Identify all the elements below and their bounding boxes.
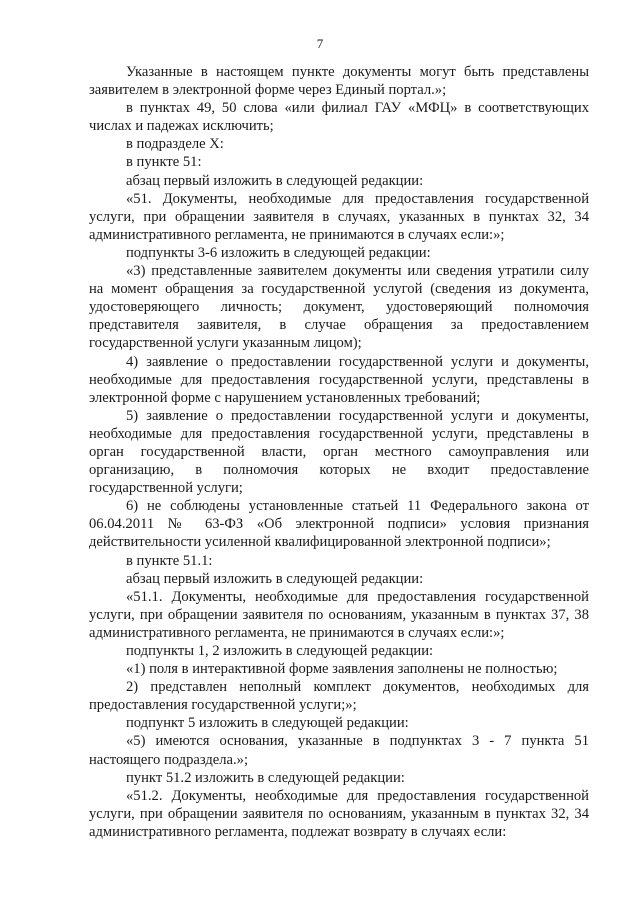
page-number: 7 — [316, 36, 324, 51]
paragraph: в пунктах 49, 50 слова «или филиал ГАУ «МФЦ» в соответствующих числах и падежах исключить; — [89, 100, 589, 135]
paragraph: 5) заявление о предоставлении государственной услуги и документы, необходимые для предоставления государственной услуги, представлены в орган государственной власти, орган местного самоуправления или организацию, в полномочия которых не входит предоставление государственной услуги; — [89, 407, 589, 497]
paragraph: Указанные в настоящем пункте документы могут быть представлены заявителем в электронной форме через Единый портал.»; — [89, 64, 589, 99]
paragraph: в пункте 51.1: — [126, 552, 213, 569]
paragraph: подпункт 5 изложить в следующей редакции: — [126, 715, 409, 732]
paragraph: абзац первый изложить в следующей редакции: — [126, 172, 424, 189]
paragraph: подпункты 1, 2 изложить в следующей редакции: — [126, 643, 434, 659]
document-body — [89, 63, 589, 841]
paragraph: пункт 51.2 изложить в следующей редакции: — [126, 769, 405, 786]
paragraph: «51.2. Документы, необходимые для предоставления государственной услуги, при обращении заявителя по основаниям, указанным в пунктах 32, 34 административного регламента, подлежат возврату в случаях если: — [89, 787, 589, 840]
paragraph: «1) поля в интерактивной форме заявления заполнены не полностью; — [126, 661, 558, 678]
paragraph: «5) имеются основания, указанные в подпунктах 3 - 7 пункта 51 настоящего подраздела.»; — [89, 733, 589, 768]
paragraph: «51.1. Документы, необходимые для предоставления государственной услуги, при обращении заявителя по основаниям, указанным в пунктах 37, 38 административного регламента, не принимаются в случаях если:»; — [89, 588, 589, 641]
paragraph: абзац первый изложить в следующей редакции: — [126, 570, 424, 587]
paragraph: 4) заявление о предоставлении государственной услуги и документы, необходимые для предоставления государственной услуги, представлены в электронной форме с нарушением установленных требований; — [89, 353, 589, 406]
paragraph: «3) представленные заявителем документы или сведения утратили силу на момент обращения за государственной услугой (сведения из документа, удостоверяющего личность; документ, удостоверяющий полномочия представителя заявителя, в случае обращения за предоставлением государственной услуги указанным лицом); — [89, 263, 589, 352]
paragraph: 2) представлен неполный комплект документов, необходимых для предоставления государственной услуги;»; — [89, 679, 589, 714]
paragraph: «51. Документы, необходимые для предоставления государственной услуги, при обращении заявителя в случаях, указанных в пунктах 32, 34 административного регламента, не принимаются в случаях если:»; — [89, 190, 589, 243]
paragraph: 6) не соблюдены установленные статьей 11 Федерального закона от 06.04.2011 № 63-ФЗ «Об электронной подписи» условия признания действительности усиленной квалифицированной электронной подписи»; — [89, 498, 589, 551]
paragraph: подпункты 3-6 изложить в следующей редакции: — [126, 244, 431, 261]
paragraph: в подразделе X: — [126, 136, 224, 153]
paragraph: в пункте 51: — [126, 154, 202, 171]
